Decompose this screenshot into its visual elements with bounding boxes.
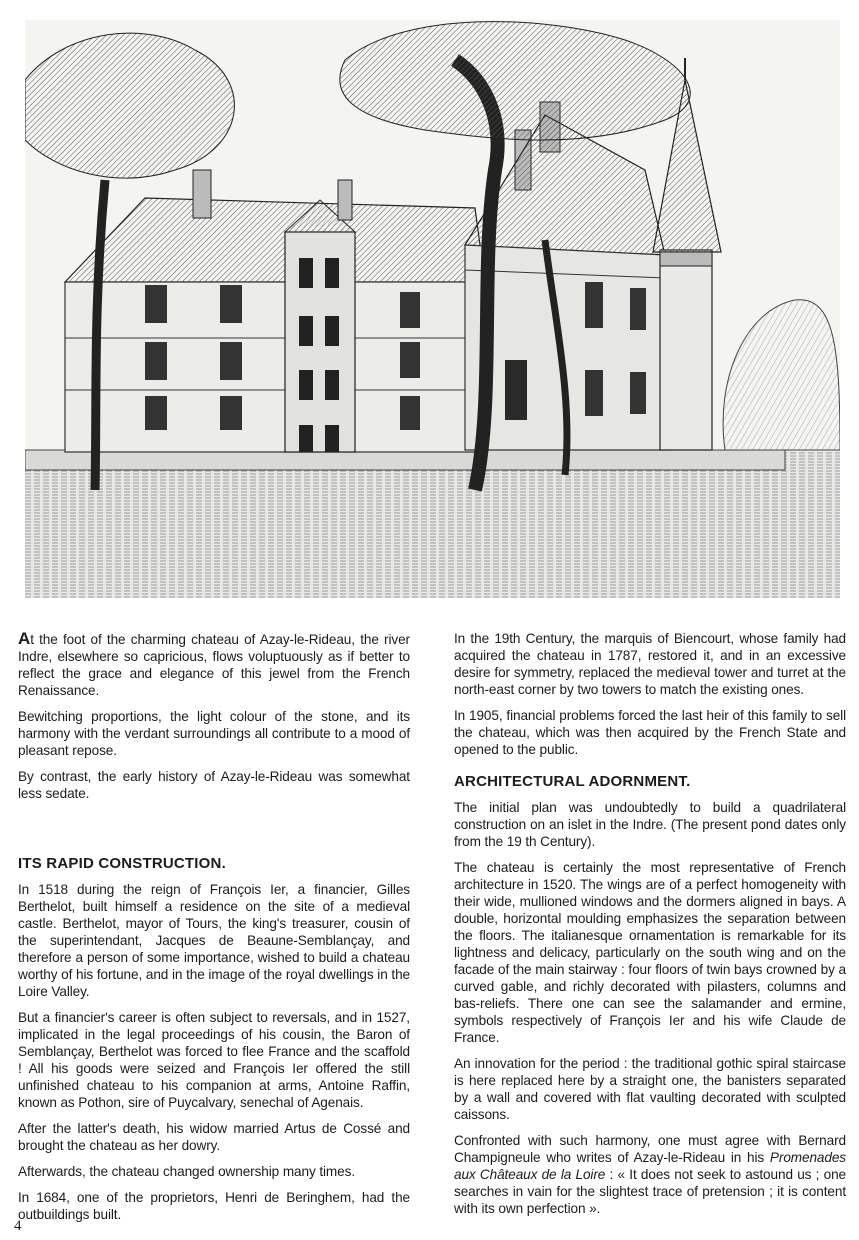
right-column — [454, 630, 846, 1226]
chateau-engraving — [25, 20, 840, 598]
section-heading-construction: ITS RAPID CONSTRUCTION. — [18, 855, 226, 872]
closing-text-before: Confronted with such harmony, one must agree with Bernard Champigneule who writes of Azay-le-Rideau in his — [454, 1133, 846, 1165]
construction-paragraph-2: But a financier's career is often subject to reversals, and in 1527, implicated in the legal proceedings of his cousin, the Baron of Semblançay, Berthelot was forced to flee France and the scaffold ! All his goods were seized and François Ier offered the still unfinished chateau to his companion at arms, Antoine Raffin, known as Pothon, sire of Puycalvary, senechal of Agenais. — [18, 1010, 410, 1110]
adornment-paragraph-1: The initial plan was undoubtedly to build a quadrilateral construction on an islet in the Indre. (The present pond dates only from the 19 th Century). — [454, 800, 846, 849]
page-number: 4 — [14, 1218, 22, 1234]
construction-paragraph-4: Afterwards, the chateau changed ownership many times. — [18, 1164, 355, 1179]
adornment-paragraph-3: An innovation for the period : the traditional gothic spiral staircase is here replaced here by a straight one, the banisters separated by a wall and covered with flat vaulting decorated with sculpted caissons. — [454, 1056, 846, 1122]
intro-paragraph-3: By contrast, the early history of Azay-le-Rideau was somewhat less sedate. — [18, 769, 410, 801]
corner-turret — [660, 250, 712, 450]
construction-paragraph-1: In 1518 during the reign of François Ier, a financier, Gilles Berthelot, built himself a residence on the site of a medieval castle. Berthelot, mayor of Tours, the king's treasurer, cousin of the superintendant, Jacques de Beaune-Semblançay, and therefore a person of some importance, wished to build a chateau worthy of his fortune, and in the image of the royal dwellings in the Loire Valley. — [18, 882, 410, 999]
closing-paragraph — [454, 1132, 846, 1217]
left-column — [18, 630, 410, 1232]
section-heading-adornment: ARCHITECTURAL ADORNMENT. — [454, 773, 691, 790]
closing-text-after: : « It does not seek to astound us ; one searches in vain for the slightest trace of pretension ; it is content with its own perfection ». — [454, 1167, 847, 1216]
intro-paragraph-1 — [18, 630, 410, 699]
left-wing-facade — [65, 282, 485, 452]
adornment-paragraph-2: The chateau is certainly the most representative of French architecture in 1520. The wings are of a perfect homogeneity with their wide, mullioned windows and the dormers aligned in bays. A double, horizontal moulding emphasizes the separation between the floors. The italianesque ornamentation is remarkable for its lightness and delicacy, particularly on the south wing and on the facade of the main stairway : four floors of twin bays crowned by a curved gable, and richly decorated with pilasters, columns and bas-reliefs. There one can see the salamander and ermine, symbols respectively of François Ier and his wife Claude de France. — [454, 860, 846, 1045]
drop-cap: A — [18, 629, 31, 648]
chateau-engraving-svg — [25, 20, 840, 598]
stair-tower — [285, 232, 355, 452]
terrace-wall — [25, 450, 785, 470]
construction-paragraph-3: After the latter's death, his widow married Artus de Cossé and brought the chateau as her dowry. — [18, 1121, 410, 1153]
intro-paragraph-2: Bewitching proportions, the light colour of the stone, and its harmony with the verdant surroundings all contribute to a mood of pleasant repose. — [18, 709, 410, 758]
intro-paragraph-1-text: t the foot of the charming chateau of Azay-le-Rideau, the river Indre, elsewhere so capricious, flows voluptuously as if better to reflect the grace and elegance of this jewel from the French Renaissance. — [18, 632, 410, 698]
history-paragraph-2: In 1905, financial problems forced the last heir of this family to sell the chateau, which was then acquired by the French State and opened to the public. — [454, 708, 846, 757]
construction-paragraph-5: In 1684, one of the proprietors, Henri de Beringhem, had the outbuildings built. — [18, 1190, 410, 1222]
book-title: Promenades aux Châteaux de la Loire — [454, 1150, 846, 1182]
history-paragraph-1: In the 19th Century, the marquis of Biencourt, whose family had acquired the chateau in 1787, restored it, and in an excessive desire for symmetry, replaced the medieval tower and turret at the north-east corner by two towers to match the existing ones. — [454, 631, 846, 697]
